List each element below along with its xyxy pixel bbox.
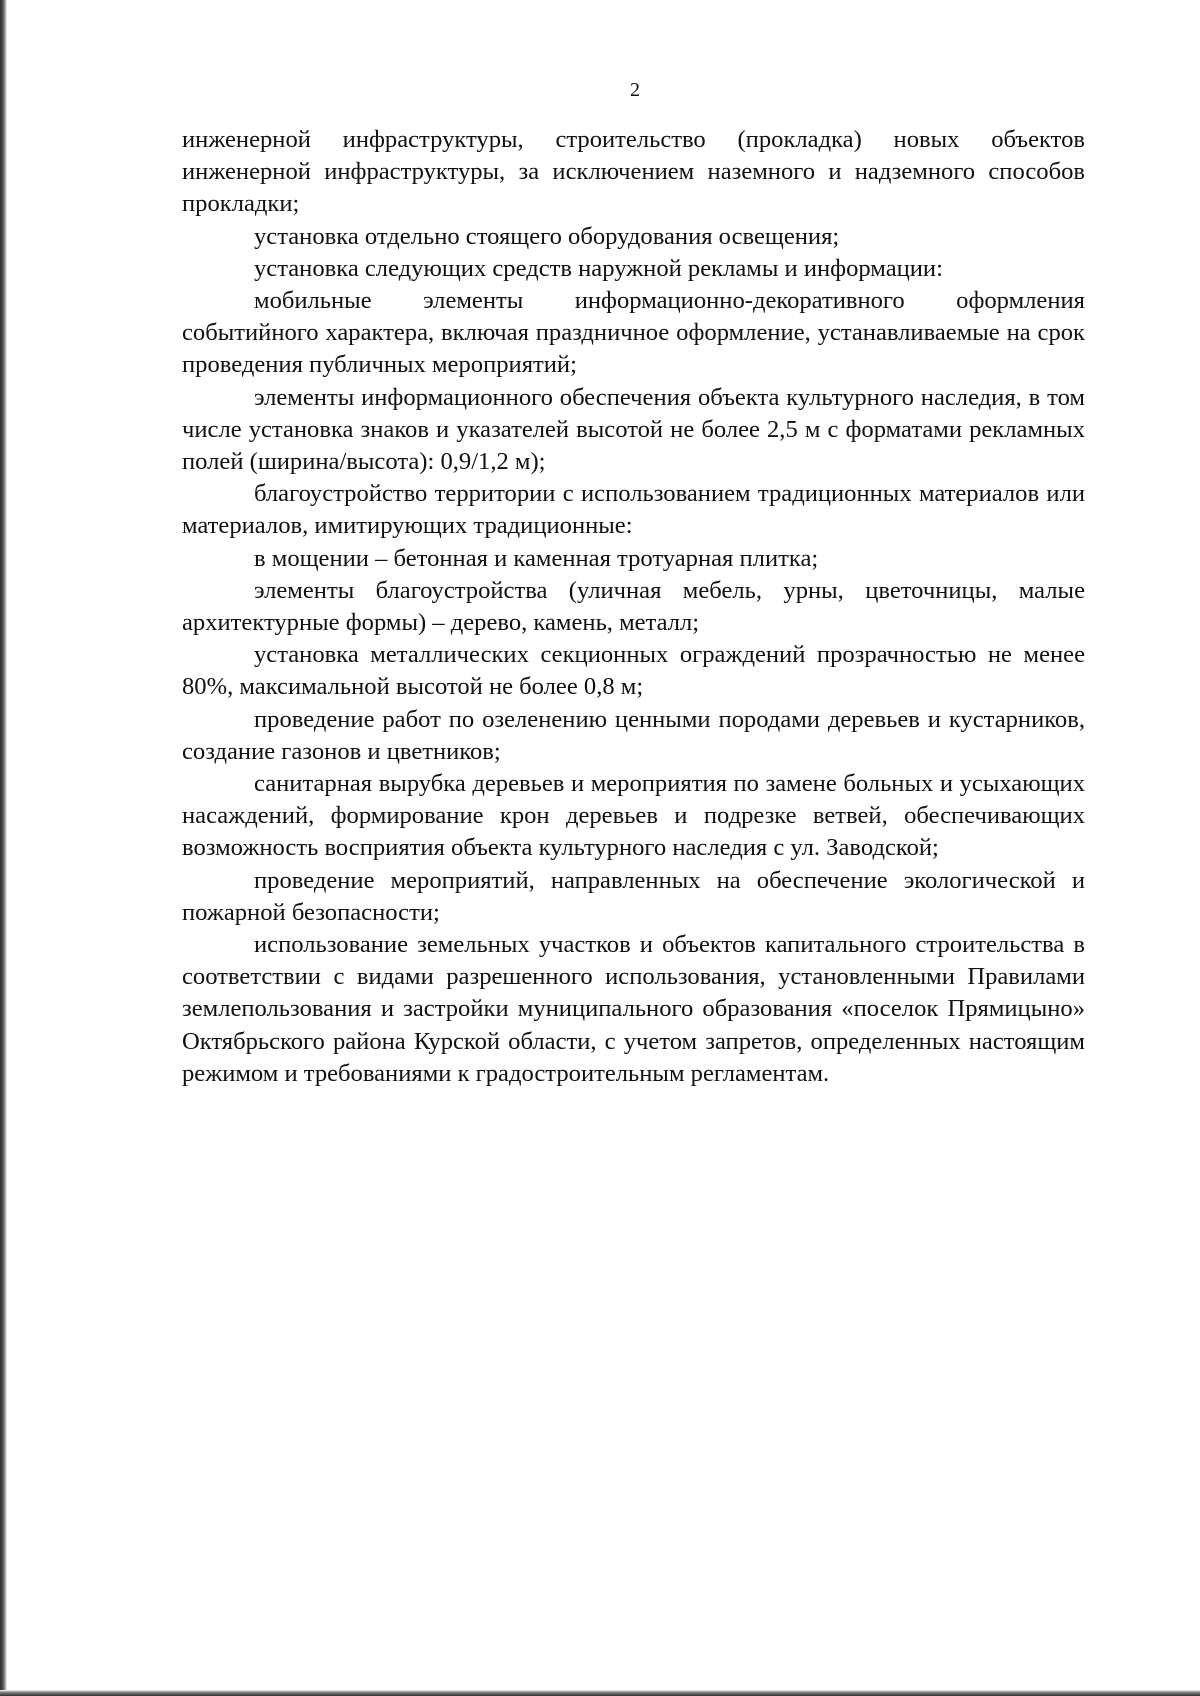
paragraph-tree-felling: санитарная вырубка деревьев и мероприятия по замене больных и усыхающих насаждений, формирование крон деревьев и подрезке ветвей, обеспечивающих возможность восприятия объекта культурного наследия с ул. Заводской; <box>182 770 1085 862</box>
page-number: 2 <box>630 79 640 101</box>
scan-left-edge <box>0 0 7 1696</box>
paragraph-land-use: использование земельных участков и объектов капитального строительства в соответствии с видами разрешенного использования, установленными Правилами землепользования и застройки муниципального образования «поселок Прямицыно» Октябрьского района Курской области, с учетом запретов, определенных настоящим режимом и требованиями к градостроительным регламентам. <box>182 931 1085 1087</box>
paragraph-continuation: инженерной инфраструктуры, строительство (прокладка) новых объектов инженерной инфраструктуры, за исключением наземного и надземного способов прокладки; <box>182 126 1085 218</box>
document-body <box>182 124 1085 1090</box>
paragraph-greening: проведение работ по озеленению ценными породами деревьев и кустарников, создание газонов и цветников; <box>182 705 1085 765</box>
paragraph-landscaping: благоустройство территории с использованием традиционных материалов или материалов, имитирующих традиционные: <box>182 480 1085 540</box>
paragraph-mobile-elements: мобильные элементы информационно-декоративного оформления событийного характера, включая праздничное оформление, устанавливаемые на срок проведения публичных мероприятий; <box>182 287 1085 379</box>
paragraph-paving: в мощении – бетонная и каменная тротуарная плитка; <box>254 544 819 572</box>
paragraph-information-elements: элементы информационного обеспечения объекта культурного наследия, в том числе установка знаков и указателей высотой не более 2,5 м с форматами рекламных полей (ширина/высота): 0,9/1,2 м); <box>182 383 1085 476</box>
paragraph-safety: проведение мероприятий, направленных на обеспечение экологической и пожарной безопасности; <box>182 866 1085 926</box>
scan-bottom-edge <box>0 1690 1200 1696</box>
paragraph-lighting: установка отдельно стоящего оборудования освещения; <box>254 222 840 250</box>
paragraph-fences: установка металлических секционных ограждений прозрачностью не менее 80%, максимальной высотой не более 0,8 м; <box>182 641 1085 701</box>
paragraph-street-furniture: элементы благоустройства (уличная мебель, урны, цветочницы, малые архитектурные формы) – дерево, камень, металл; <box>182 576 1085 637</box>
paragraph-advertising: установка следующих средств наружной рекламы и информации: <box>254 254 943 282</box>
